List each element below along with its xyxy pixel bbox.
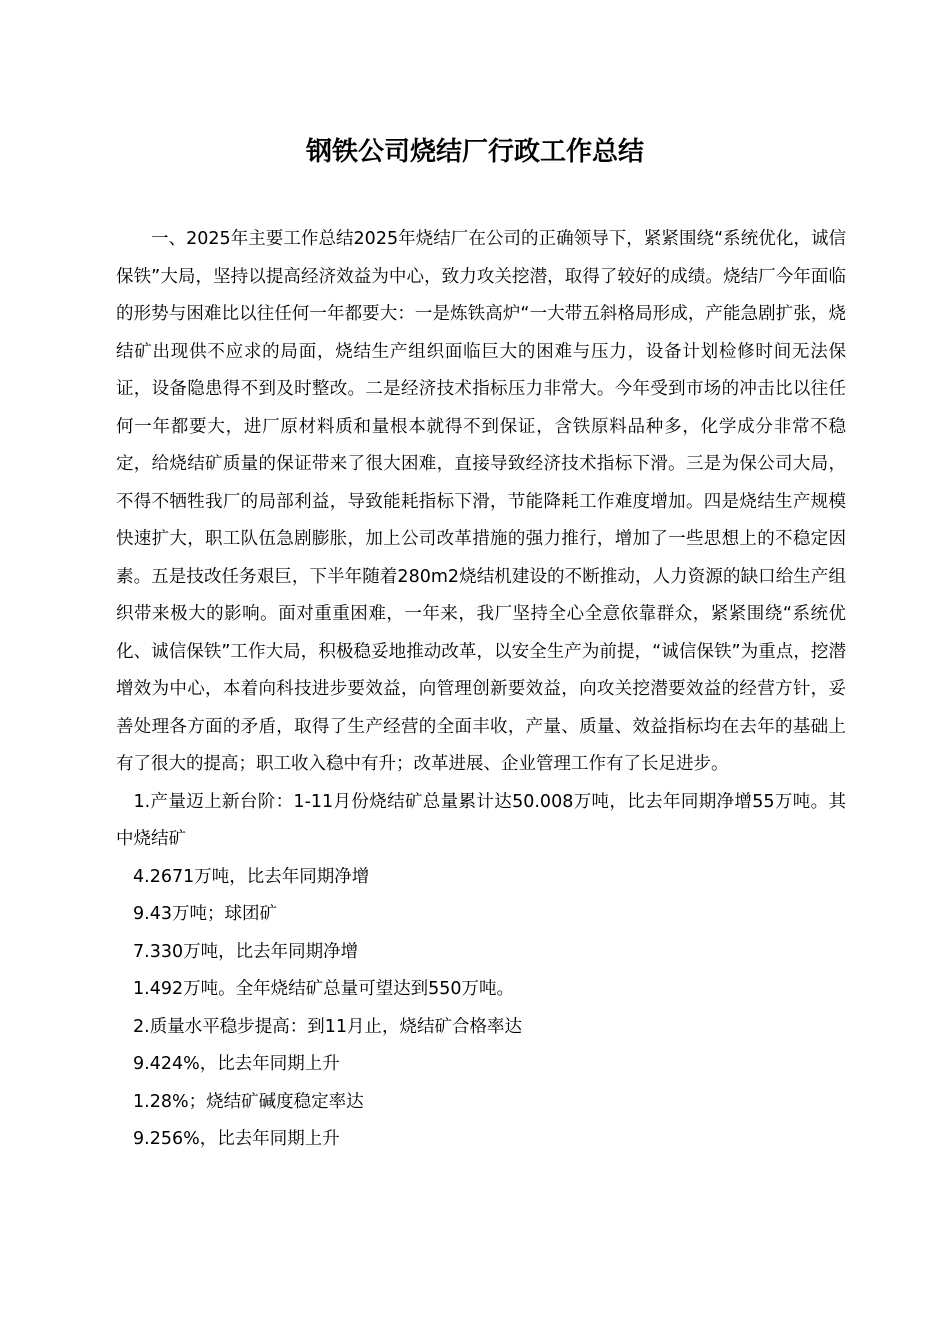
text-line: 9.424%，比去年同期上升	[133, 1054, 340, 1074]
text-line: 9.43万吨；球团矿	[133, 904, 277, 924]
paragraph-summary: 一、2025年主要工作总结2025年烧结厂在公司的正确领导下，紧紧围绕“系统优化，诚信保铁”大局，坚持以提高经济效益为中心，致力攻关挖潜，取得了较好的成绩。烧结厂今年面临的形势与困难比以往任何一年都要大：一是炼铁高炉“一大带五斜格局形成，产能急剧扩张，烧结矿出现供不应求的局面，烧结生产组织面临巨大的困难与压力，设备计划检修时间无法保证，设备隐患得不到及时整改。二是经济技术指标压力非常大。今年受到市场的冲击比以往任何一年都要大，进厂原材料质和量根本就得不到保证，含铁原料品种多，化学成分非常不稳定，给烧结矿质量的保证带来了很大困难，直接导致经济技术指标下滑。三是为保公司大局，不得不牺牲我厂的局部利益，导致能耗指标下滑，节能降耗工作难度增加。四是烧结生产规模快速扩大，职工队伍急剧膨胀，加上公司改革措施的强力推行，增加了一些思想上的不稳定因素。五是技改任务艰巨，下半年随着280m2烧结机建设的不断推动，人力资源的缺口给生产组织带来极大的影响。面对重重困难，一年来，我厂坚持全心全意依靠群众，紧紧围绕“系统优化、诚信保铁”工作大局，积极稳妥地推动改革，以安全生产为前提，“诚信保铁”为重点，挖潜增效为中心，本着向科技进步要效益，向管理创新要效益，向攻关挖潜要效益的经营方针，妥善处理各方面的矛盾，取得了生产经营的全面丰收，产量、质量、效益指标均在去年的基础上有了很大的提高；职工收入稳中有升；改革进展、企业管理工作有了长足进步。	[116, 229, 846, 774]
paragraph-output: 1.产量迈上新台阶：1-11月份烧结矿总量累计达50.008万吨，比去年同期净增55万吨。其中烧结矿	[116, 791, 846, 849]
text-line: 1.492万吨。全年烧结矿总量可望达到550万吨。	[133, 979, 514, 999]
document-body	[116, 221, 846, 1159]
text-line: 4.2671万吨，比去年同期净增	[133, 866, 370, 887]
text-line: 7.330万吨，比去年同期净增	[133, 941, 359, 962]
text-line: 9.256%，比去年同期上升	[133, 1129, 340, 1149]
document-title: 钢铁公司烧结厂行政工作总结	[305, 137, 644, 167]
text-line: 1.28%；烧结矿碱度稳定率达	[133, 1091, 364, 1112]
text-line: 2.质量水平稳步提高：到11月止，烧结矿合格率达	[133, 1016, 522, 1037]
